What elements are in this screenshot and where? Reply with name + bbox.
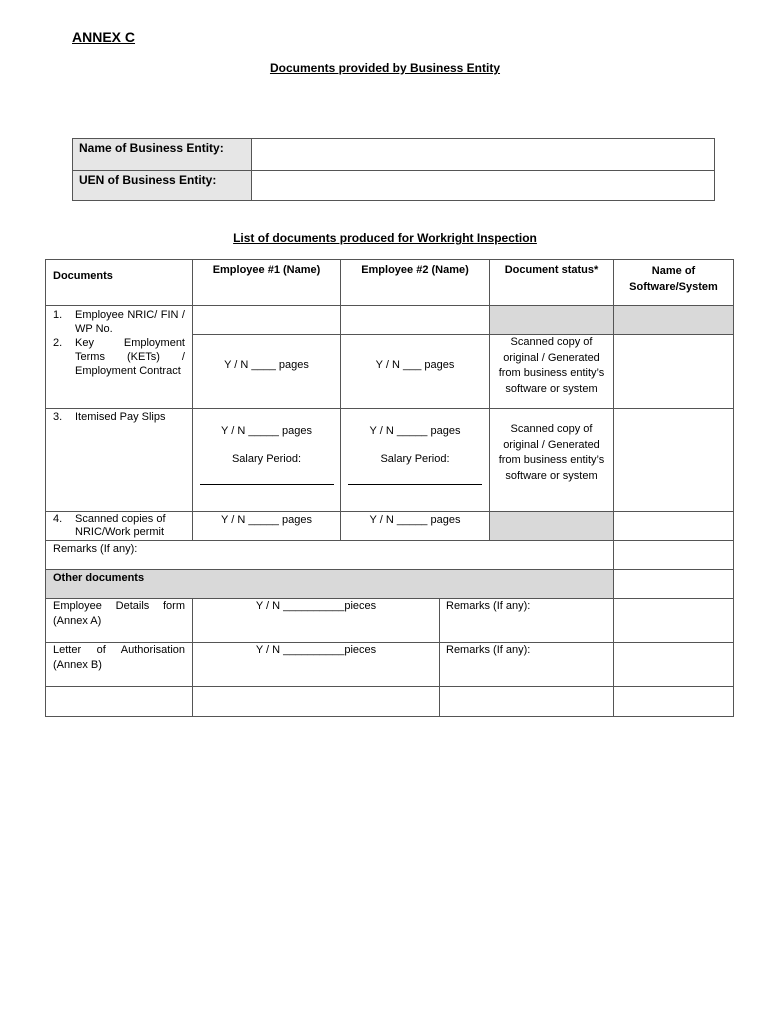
remarks-label: Remarks (If any): — [446, 644, 531, 656]
cell-empty[interactable] — [192, 686, 440, 717]
status-text: from business entity’s — [498, 454, 605, 466]
status-text: software or system — [505, 469, 598, 482]
document-subtitle: Documents provided by Business Entity — [269, 61, 501, 75]
other-doc-pieces-cell[interactable] — [192, 642, 440, 687]
status-text: from business entity’s — [498, 367, 605, 379]
header-software — [613, 259, 734, 306]
list-title: List of documents produced for Workright Inspection — [233, 231, 537, 245]
cell-empty[interactable] — [45, 686, 193, 717]
list-item — [53, 410, 185, 424]
other-doc-remarks-cell[interactable] — [439, 642, 614, 687]
documents-item-4 — [45, 511, 193, 541]
emp2-payslip-cell[interactable] — [340, 408, 490, 512]
cell-shaded — [613, 305, 734, 335]
header-documents: Documents — [45, 259, 193, 306]
item-text: Scanned copies of NRIC/Work permit — [75, 513, 166, 538]
yn-pages: Y / N _____ pages — [369, 514, 461, 526]
entity-uen-field[interactable] — [251, 170, 715, 201]
status-text: original / Generated — [503, 438, 600, 451]
status-text: software or system — [505, 382, 598, 395]
item-text: Key Employment Terms (KETs) / Employment Contract — [75, 337, 185, 377]
salary-period-line[interactable] — [348, 484, 482, 485]
emp1-payslip-cell[interactable] — [192, 408, 341, 512]
item-text: Employee NRIC/ FIN / WP No. — [75, 309, 185, 335]
salary-period-line[interactable] — [200, 484, 334, 485]
documents-items-1-2 — [45, 305, 193, 409]
cell-empty[interactable] — [613, 686, 734, 717]
emp1-pages-cell[interactable] — [192, 334, 341, 409]
item-number: 3. — [53, 411, 63, 423]
header-employee-1: Employee #1 (Name) — [192, 259, 341, 306]
cell-empty[interactable] — [439, 686, 614, 717]
yn-pieces: Y / N __________pieces — [255, 644, 377, 656]
header-software-line2: Software/System — [629, 281, 718, 293]
other-doc-annex: (Annex A) — [53, 615, 102, 627]
other-doc-name: Letter of Authorisation — [53, 644, 185, 656]
documents-item-3 — [45, 408, 193, 512]
status-text: original / Generated — [503, 351, 600, 364]
cell-empty[interactable] — [340, 305, 490, 335]
emp2-pages-cell[interactable] — [340, 334, 490, 409]
cell-shaded — [489, 511, 614, 541]
status-cell — [489, 334, 614, 409]
yn-pages: Y / N _____ pages — [221, 514, 312, 526]
header-document-status: Document status* — [489, 259, 614, 306]
yn-pages: Y / N ___ pages — [375, 359, 455, 371]
yn-pages: Y / N ____ pages — [224, 359, 309, 371]
cell-empty[interactable] — [613, 642, 734, 687]
item-number: 2. — [53, 337, 63, 349]
status-text: Scanned copy of — [510, 423, 593, 435]
yn-pages: Y / N _____ pages — [221, 425, 312, 437]
list-item — [53, 336, 185, 378]
other-doc-employee-details — [45, 598, 193, 643]
cell-empty[interactable] — [613, 540, 734, 570]
header-employee-2: Employee #2 (Name) — [340, 259, 490, 306]
remarks-label: Remarks (If any): — [53, 543, 138, 555]
entity-name-field[interactable] — [251, 138, 715, 171]
list-item — [53, 513, 185, 539]
cell-empty — [613, 569, 734, 599]
entity-name-label: Name of Business Entity: — [72, 138, 252, 171]
yn-pieces: Y / N __________pieces — [255, 600, 377, 612]
cell-empty[interactable] — [613, 598, 734, 643]
software-cell[interactable] — [613, 511, 734, 541]
salary-period-label: Salary Period: — [231, 453, 302, 465]
item-number: 4. — [53, 513, 63, 525]
emp1-permit-cell[interactable] — [192, 511, 341, 541]
annex-title: ANNEX C — [72, 29, 136, 45]
software-cell[interactable] — [613, 334, 734, 409]
item-text: Itemised Pay Slips — [75, 411, 166, 423]
other-doc-letter-of-authorisation — [45, 642, 193, 687]
cell-empty[interactable] — [192, 305, 341, 335]
cell-shaded — [489, 305, 614, 335]
other-doc-remarks-cell[interactable] — [439, 598, 614, 643]
other-doc-annex: (Annex B) — [53, 659, 102, 671]
status-text: Scanned copy of — [510, 336, 593, 348]
other-documents-header: Other documents — [45, 569, 614, 599]
salary-period-label: Salary Period: — [380, 453, 450, 465]
yn-pages: Y / N _____ pages — [369, 425, 461, 437]
list-item — [53, 308, 185, 336]
emp2-permit-cell[interactable] — [340, 511, 490, 541]
other-doc-pieces-cell[interactable] — [192, 598, 440, 643]
entity-uen-label: UEN of Business Entity: — [72, 170, 252, 201]
software-cell[interactable] — [613, 408, 734, 512]
remarks-label: Remarks (If any): — [446, 600, 531, 612]
header-software-line1: Name of — [651, 265, 696, 277]
other-doc-name: Employee Details form — [53, 600, 185, 612]
remarks-cell[interactable] — [45, 540, 614, 570]
status-cell — [489, 408, 614, 512]
item-number: 1. — [53, 309, 63, 321]
